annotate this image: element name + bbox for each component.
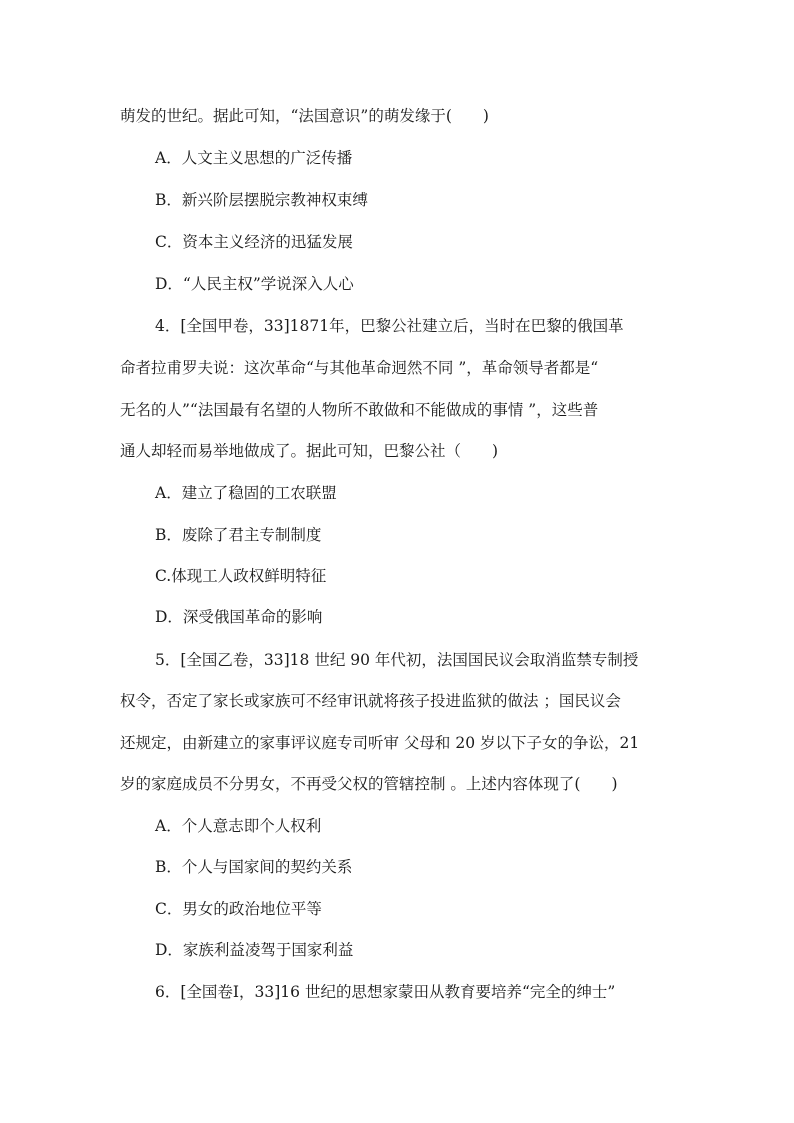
q4-stem-line-1: 4．[全国甲卷，33]1871年，巴黎公社建立后，当时在巴黎的俄国革 [155, 317, 624, 335]
q5-stem-line-2: 权令，否定了家长或家族可不经审讯就将孩子投进监狱的做法 ；国民议会 [120, 692, 621, 710]
q5-stem-line-4: 岁的家庭成员不分男女，不再受父权的管辖控制 。上述内容体现了( ) [120, 775, 618, 793]
q3-option-d: D．“人民主权”学说深入人心 [155, 275, 354, 293]
q5-option-a: A．个人意志即个人权利 [155, 817, 322, 835]
q3-option-c: C．资本主义经济的迅猛发展 [155, 233, 353, 251]
q5-option-c: C．男女的政治地位平等 [155, 900, 322, 918]
q5-option-b: B．个人与国家间的契约关系 [155, 858, 353, 876]
q5-stem-line-3: 还规定，由新建立的家事评议庭专司听审 父母和 20 岁以下子女的争讼，21 [120, 734, 640, 752]
q4-stem-line-3: 无名的人”“法国最有名望的人物所不敢做和不能做成的事情 ”，这些普 [120, 401, 599, 419]
q4-option-c: C.体现工人政权鲜明特征 [155, 567, 327, 585]
q4-stem-line-2: 命者拉甫罗夫说：这次革命“与其他革命迥然不同 ”，革命领导者都是“ [120, 359, 599, 377]
q4-option-d: D．深受俄国革命的影响 [155, 608, 323, 626]
q4-option-b: B．废除了君主专制制度 [155, 526, 322, 544]
q4-option-a: A．建立了稳固的工农联盟 [155, 484, 337, 502]
q6-stem-line-1: 6．[全国卷Ⅰ，33]16 世纪的思想家蒙田从教育要培养“完全的绅士” [155, 983, 616, 1001]
q5-stem-line-1: 5．[全国乙卷，33]18 世纪 90 年代初，法国国民议会取消监禁专制授 [155, 651, 639, 669]
q3-option-b: B．新兴阶层摆脱宗教神权束缚 [155, 191, 368, 209]
q5-option-d: D．家族利益凌驾于国家利益 [155, 941, 354, 959]
q3-stem-tail: 萌发的世纪。据此可知，“法国意识”的萌发缘于( ) [120, 107, 489, 125]
q4-stem-line-4: 通人却轻而易举地做成了。据此可知，巴黎公社（ ) [120, 442, 499, 460]
q3-option-a: A．人文主义思想的广泛传播 [155, 149, 353, 167]
